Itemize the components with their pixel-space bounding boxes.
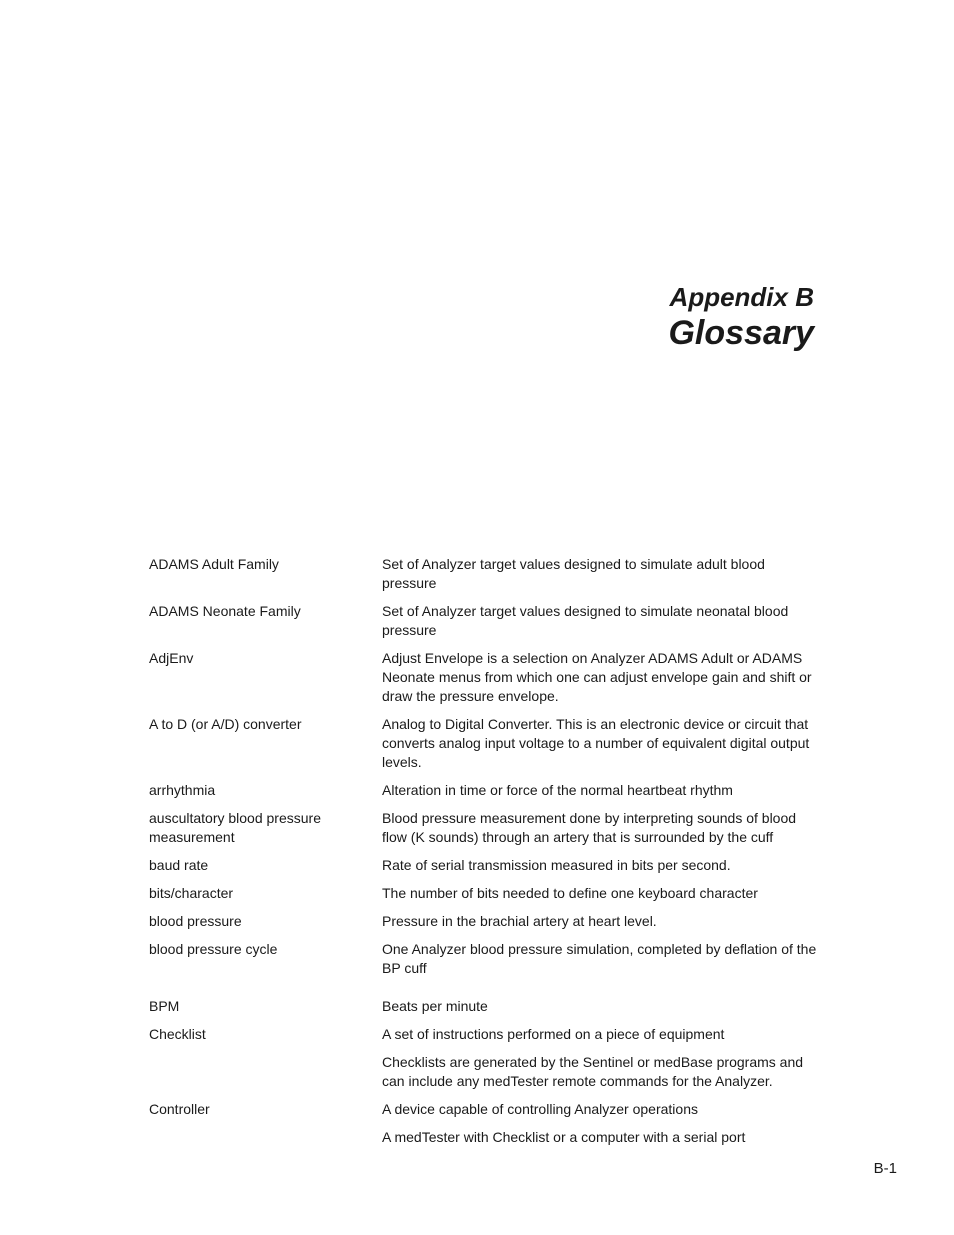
glossary-term: ADAMS Adult Family [149, 556, 279, 572]
glossary-term: arrhythmia [149, 782, 216, 798]
glossary-term: ADAMS Neonate Family [149, 603, 301, 619]
glossary-entry [149, 997, 819, 1025]
glossary-entry [149, 809, 819, 856]
glossary-definition: Alteration in time or force of the normal heartbeat rhythm [382, 782, 733, 798]
glossary-term: bits/character [149, 885, 234, 901]
glossary-definition: Set of Analyzer target values designed to simulate adult blood pressure [382, 556, 765, 591]
glossary-definitions [382, 1025, 819, 1100]
glossary-definitions [382, 715, 819, 781]
glossary-entry [149, 856, 819, 884]
glossary-definitions [382, 884, 819, 912]
glossary-definitions [382, 781, 819, 809]
glossary-definitions [382, 997, 819, 1025]
glossary-definition: Set of Analyzer target values designed to simulate neonatal blood pressure [382, 603, 789, 638]
glossary-definitions [382, 602, 819, 649]
glossary-definition: The number of bits needed to define one keyboard character [382, 885, 758, 901]
glossary-entry [149, 1025, 819, 1100]
glossary-definitions [382, 649, 819, 715]
glossary-entry [149, 649, 819, 715]
glossary-definition: Adjust Envelope is a selection on Analyzer ADAMS Adult or ADAMS Neonate menus from which one can adjust envelope gain and shift or draw the pressure envelope. [382, 650, 812, 704]
glossary-entry [149, 781, 819, 809]
glossary-definition: One Analyzer blood pressure simulation, completed by deflation of the BP cuff [382, 941, 817, 976]
glossary-entry [149, 1100, 819, 1156]
glossary-definitions [382, 912, 819, 940]
glossary-entry [149, 940, 819, 987]
glossary-definition: Rate of serial transmission measured in bits per second. [382, 857, 731, 873]
glossary-term: AdjEnv [149, 650, 194, 666]
glossary-definition: Pressure in the brachial artery at heart level. [382, 913, 657, 929]
glossary-entry [149, 715, 819, 781]
glossary-term: A to D (or A/D) converter [149, 716, 302, 732]
glossary-definition: Checklists are generated by the Sentinel or medBase programs and can include any medTester remote commands for the Analyzer. [382, 1054, 804, 1089]
glossary-term: baud rate [149, 857, 209, 873]
glossary-term: BPM [149, 998, 180, 1014]
glossary-definition: Blood pressure measurement done by interpreting sounds of blood flow (K sounds) through an artery that is surrounded by the cuff [382, 810, 797, 845]
glossary-definitions [382, 1100, 819, 1156]
glossary-definitions [382, 940, 819, 987]
glossary-term: blood pressure cycle [149, 941, 278, 957]
glossary-entry [149, 912, 819, 940]
glossary-definition: A set of instructions performed on a piece of equipment [382, 1026, 725, 1042]
glossary-term: auscultatory blood pressure measurement [149, 810, 321, 845]
glossary-term: Checklist [149, 1026, 206, 1042]
glossary-list [149, 555, 819, 1156]
appendix-label: Appendix B [669, 282, 814, 312]
page-number: B-1 [873, 1160, 897, 1177]
glossary-definition: A medTester with Checklist or a computer with a serial port [382, 1129, 746, 1145]
glossary-term: blood pressure [149, 913, 242, 929]
glossary-definitions [382, 809, 819, 856]
glossary-definition: Analog to Digital Converter. This is an electronic device or circuit that converts analog input voltage to a number of equivalent digital output levels. [382, 716, 810, 770]
glossary-entry [149, 884, 819, 912]
glossary-definition: A device capable of controlling Analyzer operations [382, 1101, 698, 1117]
page-heading [668, 281, 814, 353]
glossary-entry [149, 602, 819, 649]
page-title: Glossary [668, 314, 814, 352]
glossary-definition: Beats per minute [382, 998, 488, 1014]
glossary-term: Controller [149, 1101, 210, 1117]
glossary-entry [149, 555, 819, 602]
glossary-definitions [382, 856, 819, 884]
glossary-definitions [382, 555, 819, 602]
